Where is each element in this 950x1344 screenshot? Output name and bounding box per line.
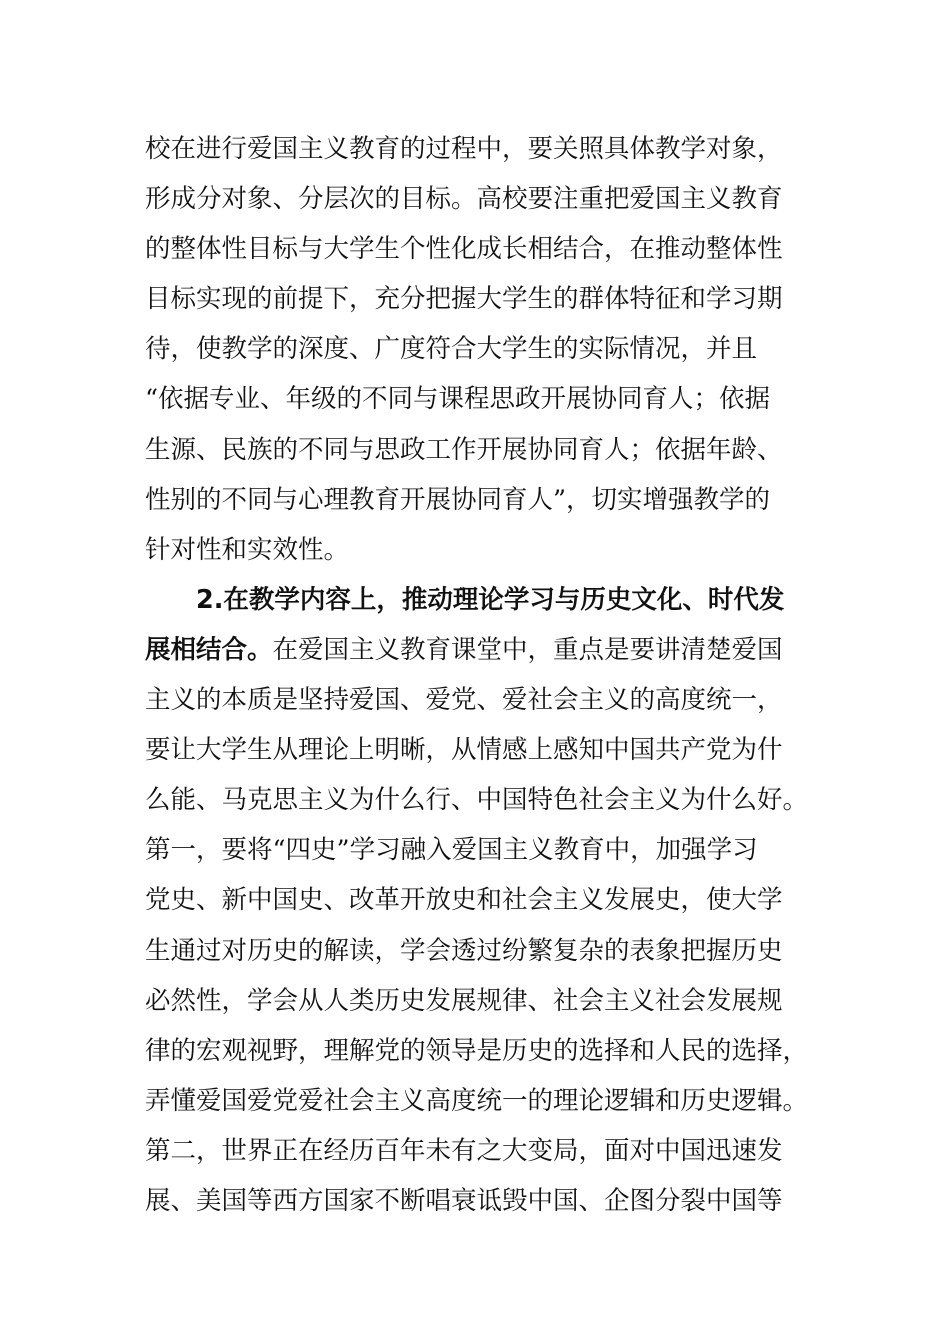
text-line: 生通过对历史的解读，学会透过纷繁复杂的表象把握历史 [145,935,783,966]
text-line: 性别的不同与心理教育开展协同育人”，切实增强教学的 [145,484,771,515]
text-line: 要让大学生从理论上明晰，从情感上感知中国共产党为什 [145,735,783,766]
text-line: 生源、民族的不同与思政工作开展协同育人；依据年龄、 [145,434,783,465]
body-text [145,124,809,1226]
text-line: 党史、新中国史、改革开放史和社会主义发展史，使大学 [145,885,783,916]
section-heading-end: 展相结合。 [145,634,273,665]
text-line-rest: 在爱国主义教育课堂中，重点是要讲清楚爱国 [272,634,783,665]
text-line: 待，使教学的深度、广度符合大学生的实际情况，并且 [145,334,758,365]
text-line: 的整体性目标与大学生个性化成长相结合，在推动整体性 [145,234,783,265]
text-line: 弄懂爱国爱党爱社会主义高度统一的理论逻辑和历史逻辑。 [145,1085,809,1116]
text-line: 么能、马克思主义为什么行、中国特色社会主义为什么好。 [145,785,809,816]
section-heading: 2.在教学内容上，推动理论学习与历史文化、时代发 [196,584,785,615]
text-line: 目标实现的前提下，充分把握大学生的群体特征和学习期 [145,284,783,315]
text-line: 第一，要将“四史”学习融入爱国主义教育中，加强学习 [145,835,758,866]
text-line [145,625,795,675]
text-line: 形成分对象、分层次的目标。高校要注重把爱国主义教育 [145,184,783,215]
text-line: 第二，世界正在经历百年未有之大变局，面对中国迅速发 [145,1135,783,1166]
text-line: 针对性和实效性。 [145,534,350,565]
text-line: “依据专业、年级的不同与课程思政开展协同育人；依据 [145,384,771,415]
text-line: 主义的本质是坚持爱国、爱党、爱社会主义的高度统一， [145,685,783,716]
text-line: 律的宏观视野，理解党的领导是历史的选择和人民的选择， [145,1035,809,1066]
text-line: 必然性，学会从人类历史发展规律、社会主义社会发展规 [145,985,783,1016]
text-line: 校在进行爱国主义教育的过程中，要关照具体教学对象， [145,134,783,164]
text-line: 展、美国等西方国家不断唱衰诋毁中国、企图分裂中国等 [145,1185,783,1216]
